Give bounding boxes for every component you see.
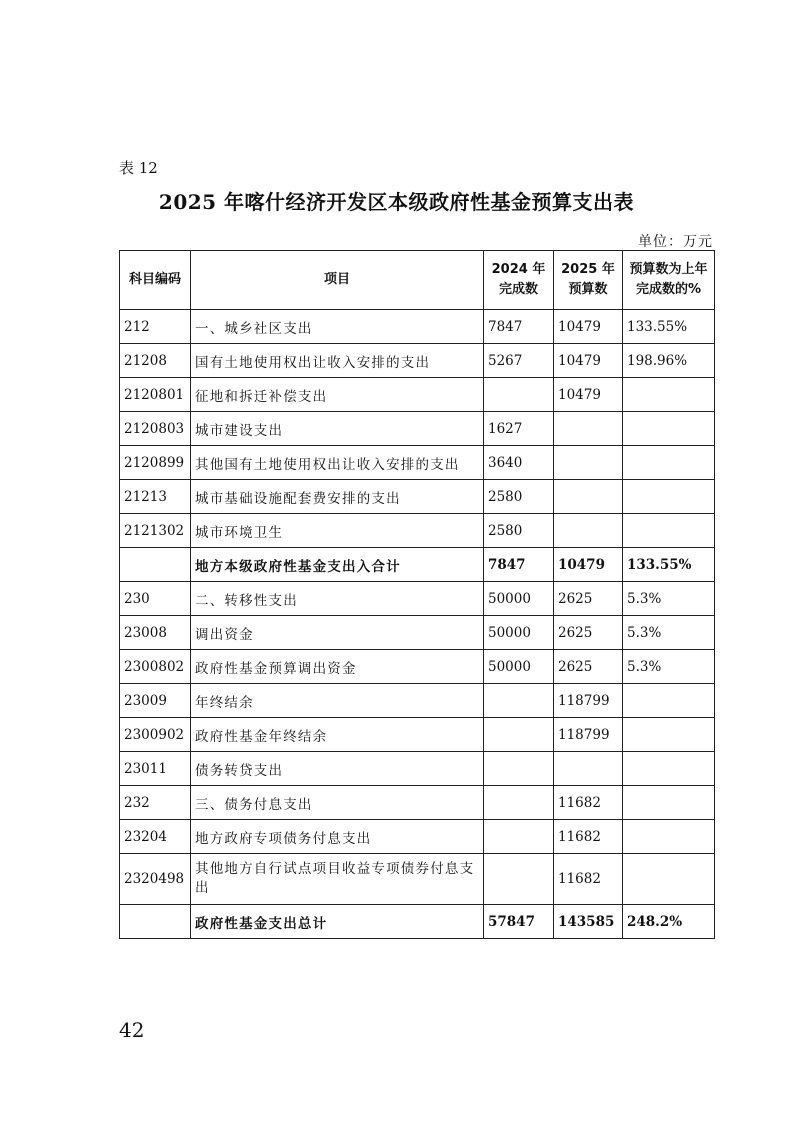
page-number: 42 — [119, 1018, 145, 1042]
cell-2024-done — [484, 786, 554, 820]
cell-ratio — [623, 378, 715, 412]
cell-2024-done — [484, 684, 554, 718]
cell-2025-budget: 2625 — [554, 582, 623, 616]
cell-code: 2300902 — [120, 718, 191, 752]
table-row — [120, 480, 715, 514]
cell-item: 年终结余 — [191, 684, 484, 718]
cell-ratio — [623, 718, 715, 752]
table-row — [120, 514, 715, 548]
cell-item: 二、转移性支出 — [191, 582, 484, 616]
cell-2025-budget — [554, 480, 623, 514]
table-row — [120, 718, 715, 752]
cell-code: 21208 — [120, 344, 191, 378]
table-body — [120, 310, 715, 939]
cell-item: 政府性基金年终结余 — [191, 718, 484, 752]
cell-ratio — [623, 514, 715, 548]
budget-table — [119, 250, 715, 939]
cell-2025-budget: 10479 — [554, 548, 623, 582]
cell-2024-done: 1627 — [484, 412, 554, 446]
cell-ratio: 133.55% — [623, 310, 715, 344]
cell-ratio — [623, 412, 715, 446]
unit-label: 单位：万元 — [638, 234, 713, 250]
cell-item: 债务转贷支出 — [191, 752, 484, 786]
cell-item: 一、城乡社区支出 — [191, 310, 484, 344]
column-header-ratio: 预算数为上年完成数的% — [623, 251, 715, 310]
column-header-item: 项目 — [191, 251, 484, 310]
cell-ratio: 5.3% — [623, 616, 715, 650]
cell-2024-done: 7847 — [484, 310, 554, 344]
cell-2025-budget: 11682 — [554, 786, 623, 820]
table-row — [120, 752, 715, 786]
page-title: 2025 年喀什经济开发区本级政府性基金预算支出表 — [158, 190, 635, 214]
cell-ratio — [623, 480, 715, 514]
cell-ratio — [623, 786, 715, 820]
cell-2025-budget — [554, 412, 623, 446]
table-row — [120, 582, 715, 616]
column-header-code: 科目编码 — [120, 251, 191, 310]
cell-2025-budget: 10479 — [554, 378, 623, 412]
table-row — [120, 446, 715, 480]
cell-ratio: 5.3% — [623, 650, 715, 684]
table-row — [120, 905, 715, 939]
table-row — [120, 616, 715, 650]
table-row — [120, 786, 715, 820]
cell-2024-done: 5267 — [484, 344, 554, 378]
cell-code: 2120801 — [120, 378, 191, 412]
cell-2025-budget — [554, 752, 623, 786]
cell-ratio — [623, 684, 715, 718]
cell-code: 2120803 — [120, 412, 191, 446]
cell-code: 23204 — [120, 820, 191, 854]
cell-2024-done — [484, 378, 554, 412]
cell-2024-done: 7847 — [484, 548, 554, 582]
cell-2025-budget: 10479 — [554, 310, 623, 344]
cell-2024-done — [484, 854, 554, 905]
cell-ratio: 133.55% — [623, 548, 715, 582]
cell-code: 212 — [120, 310, 191, 344]
cell-2025-budget: 10479 — [554, 344, 623, 378]
cell-code: 23009 — [120, 684, 191, 718]
cell-code: 2320498 — [120, 854, 191, 905]
cell-item: 其他地方自行试点项目收益专项债券付息支出 — [191, 854, 484, 905]
cell-2024-done — [484, 752, 554, 786]
cell-item: 城市基础设施配套费安排的支出 — [191, 480, 484, 514]
cell-ratio — [623, 446, 715, 480]
cell-ratio — [623, 854, 715, 905]
cell-2025-budget: 2625 — [554, 650, 623, 684]
cell-item: 征地和拆迁补偿支出 — [191, 378, 484, 412]
cell-item: 地方政府专项债务付息支出 — [191, 820, 484, 854]
cell-2025-budget: 143585 — [554, 905, 623, 939]
table-row — [120, 310, 715, 344]
cell-ratio — [623, 820, 715, 854]
table-row — [120, 412, 715, 446]
cell-code — [120, 548, 191, 582]
cell-2025-budget: 118799 — [554, 684, 623, 718]
cell-code: 2120899 — [120, 446, 191, 480]
cell-code: 230 — [120, 582, 191, 616]
cell-2024-done: 2580 — [484, 514, 554, 548]
cell-2025-budget: 118799 — [554, 718, 623, 752]
cell-code: 23008 — [120, 616, 191, 650]
cell-2024-done: 3640 — [484, 446, 554, 480]
cell-code — [120, 905, 191, 939]
cell-2025-budget — [554, 446, 623, 480]
column-header-2025-budget: 2025 年预算数 — [554, 251, 623, 310]
table-row — [120, 344, 715, 378]
cell-2025-budget — [554, 514, 623, 548]
cell-code: 2121302 — [120, 514, 191, 548]
table-header-row — [120, 251, 715, 310]
cell-item: 三、债务付息支出 — [191, 786, 484, 820]
cell-2024-done: 57847 — [484, 905, 554, 939]
table-label: 表 12 — [119, 159, 158, 177]
cell-2025-budget: 2625 — [554, 616, 623, 650]
column-header-2024-done: 2024 年完成数 — [484, 251, 554, 310]
cell-item: 政府性基金预算调出资金 — [191, 650, 484, 684]
cell-2025-budget: 11682 — [554, 854, 623, 905]
table-row — [120, 684, 715, 718]
cell-ratio: 198.96% — [623, 344, 715, 378]
cell-item: 其他国有土地使用权出让收入安排的支出 — [191, 446, 484, 480]
cell-2025-budget: 11682 — [554, 820, 623, 854]
cell-2024-done: 50000 — [484, 650, 554, 684]
cell-2024-done: 50000 — [484, 616, 554, 650]
cell-ratio: 5.3% — [623, 582, 715, 616]
cell-item: 地方本级政府性基金支出入合计 — [191, 548, 484, 582]
cell-code: 232 — [120, 786, 191, 820]
table-row — [120, 820, 715, 854]
table-row — [120, 378, 715, 412]
table-row — [120, 548, 715, 582]
cell-code: 21213 — [120, 480, 191, 514]
cell-2024-done — [484, 820, 554, 854]
cell-item: 国有土地使用权出让收入安排的支出 — [191, 344, 484, 378]
cell-2024-done: 2580 — [484, 480, 554, 514]
cell-code: 2300802 — [120, 650, 191, 684]
table-row — [120, 650, 715, 684]
cell-ratio — [623, 752, 715, 786]
cell-item: 政府性基金支出总计 — [191, 905, 484, 939]
cell-2024-done: 50000 — [484, 582, 554, 616]
cell-item: 调出资金 — [191, 616, 484, 650]
table-row — [120, 854, 715, 905]
cell-item: 城市环境卫生 — [191, 514, 484, 548]
cell-ratio: 248.2% — [623, 905, 715, 939]
cell-2024-done — [484, 718, 554, 752]
cell-item: 城市建设支出 — [191, 412, 484, 446]
cell-code: 23011 — [120, 752, 191, 786]
